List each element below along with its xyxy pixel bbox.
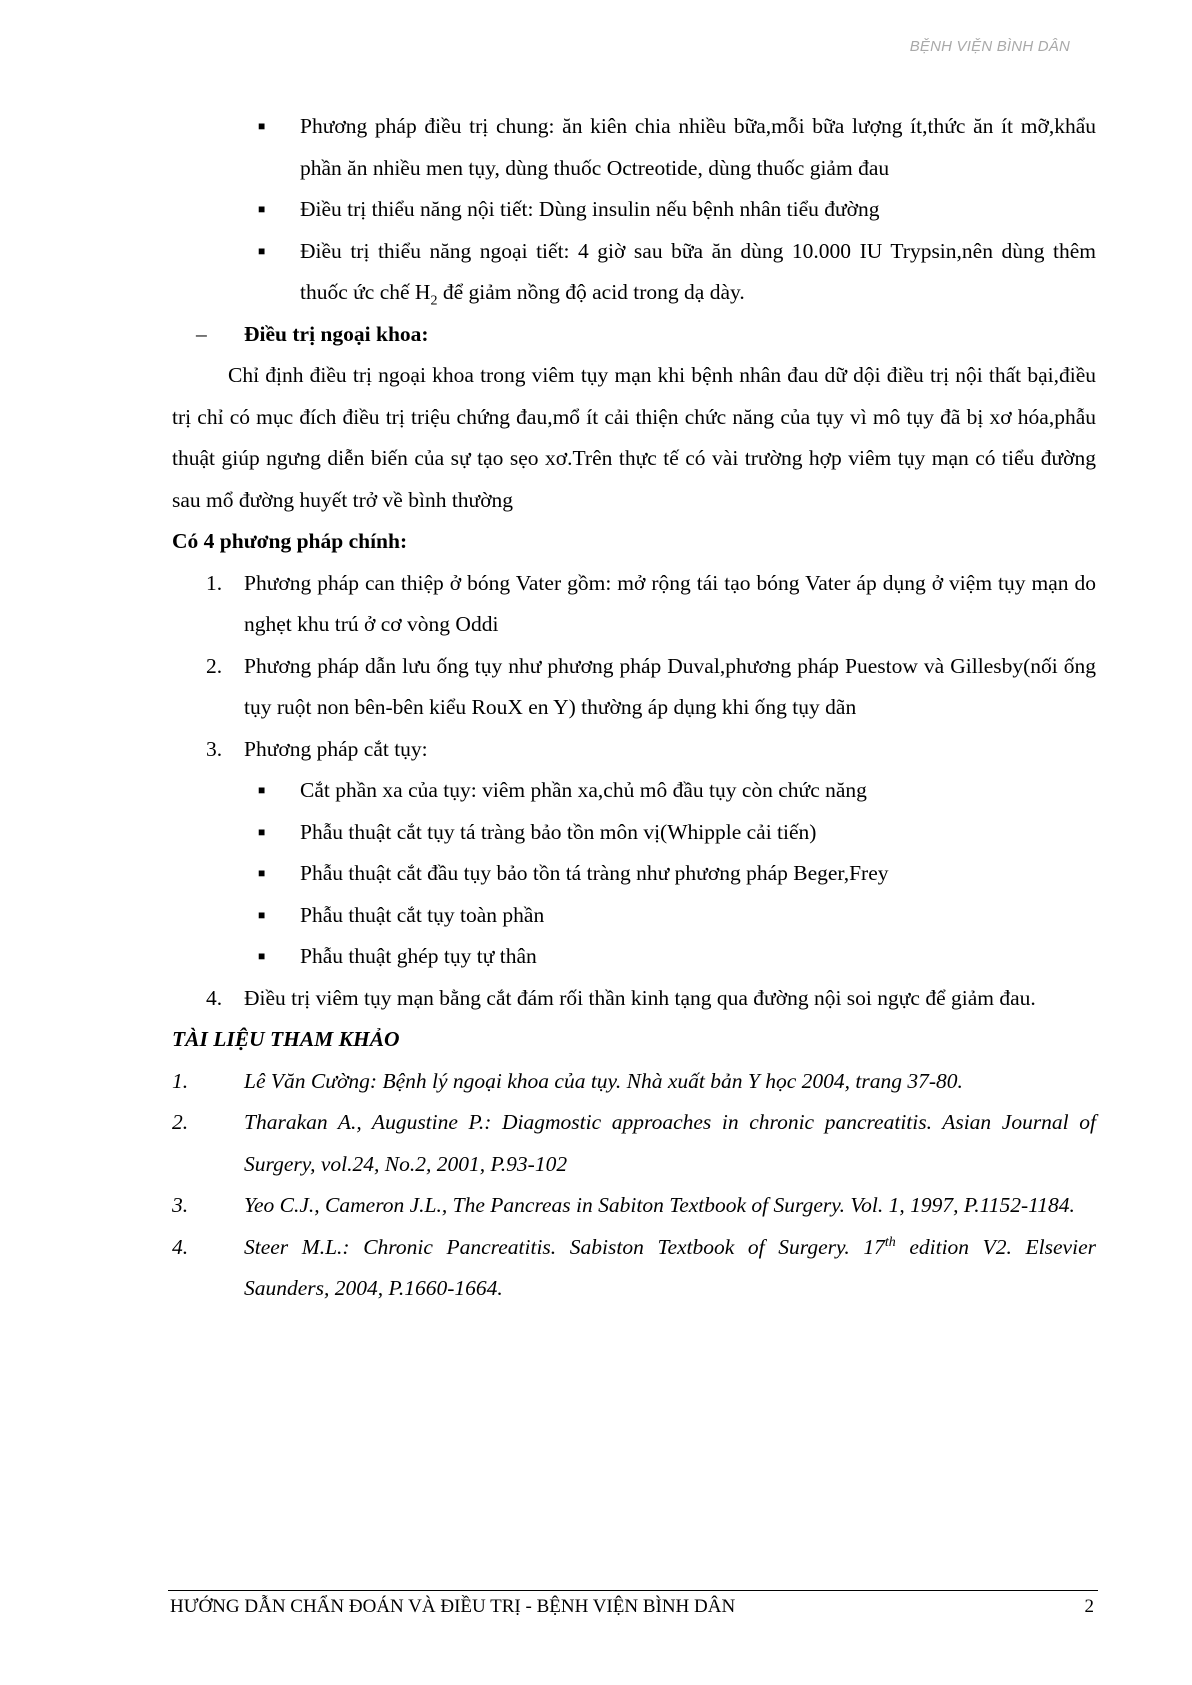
list-item-text xyxy=(300,238,1096,309)
list-item xyxy=(206,729,1096,978)
list-number: 3. xyxy=(206,736,223,761)
footer-divider xyxy=(168,1590,1098,1591)
list-item-text: Phẫu thuật cắt đầu tụy bảo tồn tá tràng như phương pháp Beger,Frey xyxy=(300,861,889,885)
list-item-text: Cắt phần xa của tụy: viêm phần xa,chủ mô đầu tụy còn chức năng xyxy=(300,778,867,802)
bullet-icon: ■ xyxy=(258,202,266,216)
list-item-text: Phương pháp điều trị chung: ăn kiên chia nhiều bữa,mỗi bữa lượng ít,thức ăn ít mỡ,khẩu phần ăn nhiều men tụy, dùng thuốc Octreotide, dùng thuốc giảm đau xyxy=(300,114,1096,180)
references-title: TÀI LIỆU THAM KHẢO xyxy=(172,1027,400,1051)
bullet-icon: ■ xyxy=(258,907,266,922)
list-item-text: Phương pháp dẫn lưu ống tụy như phương pháp Duval,phương pháp Puestow và Gillesby(nối ống tụy ruột non bên-bên kiểu RouX en Y) thường áp dụng khi ống tụy dãn xyxy=(244,653,1096,719)
superscript: th xyxy=(884,1234,896,1250)
list-item-text: Lê Văn Cường: Bệnh lý ngoại khoa của tụy. Nhà xuất bản Y học 2004, trang 37-80. xyxy=(244,1068,963,1093)
page-header: BỆNH VIỆN BÌNH DÂN xyxy=(909,38,1070,55)
list-item-text: Phẫu thuật ghép tụy tự thân xyxy=(300,944,537,968)
list-number: 4. xyxy=(206,985,223,1010)
page-footer xyxy=(170,1596,1094,1618)
reference-text-start: Steer M.L.: Chronic Pancreatitis. Sabiston Textbook of Surgery. 17 xyxy=(244,1234,885,1259)
footer-title: HƯỚNG DẪN CHẨN ĐOÁN VÀ ĐIỀU TRỊ - BỆNH VIỆN BÌNH DÂN xyxy=(170,1596,736,1617)
page-content xyxy=(172,106,1096,1310)
list-number: 1. xyxy=(172,1068,189,1093)
treatment-bullet-list xyxy=(258,106,1096,314)
list-item xyxy=(258,231,1096,314)
list-number: 2. xyxy=(206,653,223,678)
list-item xyxy=(172,1061,1096,1103)
list-item-text: Điều trị viêm tụy mạn bằng cắt đám rối thần kinh tạng qua đường nội soi ngực để giảm đau. xyxy=(244,985,1036,1010)
surgery-heading-text: Điều trị ngoại khoa: xyxy=(244,321,429,346)
bullet-icon: ■ xyxy=(258,119,266,133)
exocrine-text-start: Điều trị thiểu năng ngoại tiết: 4 giờ sau bữa ăn dùng 10.000 IU Trypsin,nên dùng thêm thuốc ức chế H xyxy=(300,238,1096,304)
methods-heading: Có 4 phương pháp chính: xyxy=(172,529,408,553)
surgery-paragraph: Chỉ định điều trị ngoại khoa trong viêm tụy mạn khi bệnh nhân đau dữ dội điều trị nội thất bại,điều trị chỉ có mục đích điều trị triệu chứng đau,mổ ít cải thiện chức năng của tụy vì mô tụy đã bị xơ hóa,phẫu thuật giúp ngưng diễn biến của sự tạo sẹo xơ.Trên thực tế có vài trường hợp viêm tụy mạn có tiểu đường sau mổ đường huyết trở về bình thường xyxy=(172,363,1096,512)
references-list xyxy=(172,1061,1096,1310)
list-item-text: Phương pháp cắt tụy: xyxy=(244,736,428,761)
list-item-text: Tharakan A., Augustine P.: Diagmostic approaches in chronic pancreatitis. Asian Journal of Surgery, vol.24, No.2, 2001, P.93-102 xyxy=(244,1110,1096,1176)
subscript: 2 xyxy=(430,293,438,309)
methods-list xyxy=(206,563,1096,1020)
list-item xyxy=(258,853,1096,895)
list-item xyxy=(258,895,1096,937)
list-item xyxy=(206,563,1096,646)
list-item-text: Điều trị thiểu năng nội tiết: Dùng insulin nếu bệnh nhân tiểu đường xyxy=(300,197,880,221)
list-item xyxy=(172,1185,1096,1227)
exocrine-text-end: để giảm nồng độ acid trong dạ dày. xyxy=(437,280,745,304)
list-number: 4. xyxy=(172,1234,189,1259)
list-item-text: Phẫu thuật cắt tụy tá tràng bảo tồn môn vị(Whipple cải tiến) xyxy=(300,819,817,844)
list-number: 3. xyxy=(172,1193,189,1217)
list-item xyxy=(206,646,1096,729)
bullet-icon: ■ xyxy=(258,783,266,797)
list-item xyxy=(258,189,1096,231)
bullet-icon: ■ xyxy=(258,866,266,880)
list-item xyxy=(206,978,1096,1020)
bullet-icon: ■ xyxy=(258,824,266,839)
page-number: 2 xyxy=(1084,1596,1094,1617)
list-item-text: Phẫu thuật cắt tụy toàn phần xyxy=(300,902,545,927)
list-item-text: Phương pháp can thiệp ở bóng Vater gồm: mở rộng tái tạo bóng Vater áp dụng ở việm tụy mạn do nghẹt khu trú ở cơ vòng Oddi xyxy=(244,570,1096,636)
dash-icon: – xyxy=(196,321,207,346)
list-item xyxy=(172,1227,1096,1310)
list-item xyxy=(172,1102,1096,1185)
bullet-icon: ■ xyxy=(258,949,266,963)
reference-text-end: edition V2. Elsevier Saunders, 2004, P.1660-1664. xyxy=(244,1234,1096,1300)
list-item xyxy=(258,106,1096,189)
list-item xyxy=(258,812,1096,854)
bullet-icon: ■ xyxy=(258,243,266,258)
list-item-text xyxy=(244,1235,1096,1301)
list-item-text: Yeo C.J., Cameron J.L., The Pancreas in Sabiton Textbook of Surgery. Vol. 1, 1997, P.1152-1184. xyxy=(244,1193,1075,1217)
list-item xyxy=(258,936,1096,978)
list-number: 1. xyxy=(206,570,223,595)
surgery-heading xyxy=(196,314,1096,356)
resection-bullet-list xyxy=(258,770,1096,978)
list-item xyxy=(258,770,1096,812)
list-number: 2. xyxy=(172,1110,189,1134)
